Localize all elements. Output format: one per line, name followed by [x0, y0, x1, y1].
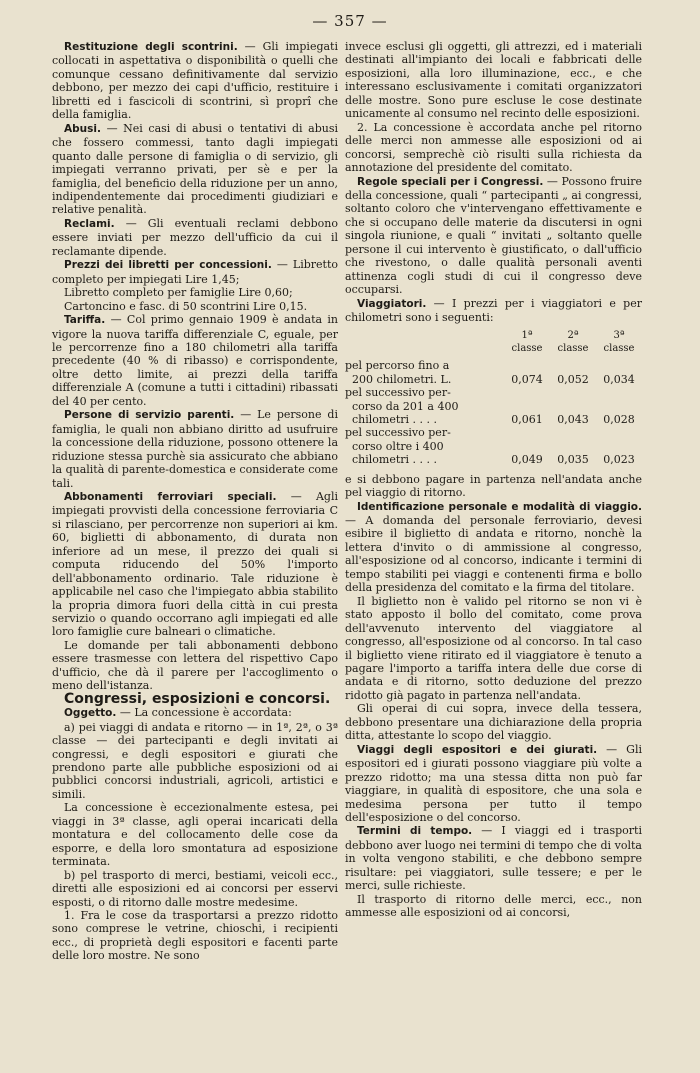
paragraph-esclusi: invece esclusi gli oggetti, gli attrezzi, ed i materiali destinati all'impianto dei locali e fabbricati delle esposizioni, alla loro illuminazione, ecc., e che interessano esclusivamente i comitati organizzatori delle mostre. Sono pure escluse le cose destinate unicamente al consumo nel recinto delle esposizioni.: [345, 40, 642, 121]
paragraph-pagamento: e si debbono pagare in partenza nell'andata anche pel viaggio di ritorno.: [345, 472, 642, 500]
paragraph-persone: [52, 408, 338, 490]
body-prezzi: — Libretto completo per impiegati Lire 1,45;: [52, 258, 339, 286]
fares-cell: 0,061: [511, 413, 543, 427]
paragraph-congressi: [345, 175, 642, 297]
paragraph-operai: La concessione è eccezionalmente estesa, pei viaggi in 3ª classe, agli operai incaricati della montatura e del collocamento delle cose da esporre, e della loro smontatura ad esposizione terminata.: [52, 801, 338, 869]
fares-header-3: 3ª classe: [603, 329, 635, 354]
fares-cell: 0,035: [557, 453, 589, 467]
fares-header-1: 1ª classe: [511, 329, 543, 354]
heading-viaggiatori: Viaggiatori.: [357, 297, 427, 310]
paragraph-tariffa: [52, 313, 338, 408]
body-viaggiatori: — I prezzi per i viaggiatori e per chilometri sono i seguenti:: [345, 296, 642, 325]
body-oggetto: — La concessione è accordata:: [116, 706, 292, 720]
heading-espositori: Viaggi degli espositori e dei giurati.: [357, 743, 598, 756]
paragraph-abusi: [52, 122, 338, 217]
paragraph-viaggiatori: [345, 297, 642, 325]
heading-persone: Persone di servizio parenti.: [64, 409, 235, 422]
price-line-famiglie: Libretto completo per famiglie Lire 0,60;: [64, 286, 293, 300]
fares-cell: 0,034: [603, 372, 635, 386]
paragraph-restituzione: [52, 40, 338, 122]
heading-abusi: Abusi.: [64, 122, 101, 135]
paragraph-oggetto: [52, 706, 338, 720]
fares-cell: 0,028: [603, 413, 635, 427]
body-reclami: — Gli eventuali reclami debbono essere inviati per mezzo dell'ufficio da cui il reclamante dipende.: [52, 216, 338, 258]
fares-row: [345, 359, 642, 386]
paragraph-ritorno-merci: 2. La concessione è accordata anche pel ritorno delle merci non ammesse alle esposizioni od ai concorsi, semprechè ciò risulti sulla richiesta da annotazione del presidente del comitato.: [345, 120, 642, 175]
heading-identificazione: Identificazione personale e modalità di viaggio.: [357, 500, 642, 513]
paragraph-identificazione: [345, 500, 642, 595]
heading-tariffa: Tariffa.: [64, 314, 106, 327]
fares-row: [345, 426, 642, 466]
paragraph-domande: Le domande per tali abbonamenti debbono essere trasmesse con lettera del rispettivo Capo d'ufficio, che dà il parere per l'accoglimento o meno dell'istanza.: [52, 638, 338, 693]
body-abbonamenti: — Agli impiegati provvisti della concessione ferroviaria C si rilasciano, per percorrenze non superiori ai km. 60, biglietti di abbonamento, di durata non inferiore ad un mese, il prezzo dei quali si computa riducendo del 50% l'importo dell'abbonamento ordinario. Tale riduzione è applicabile nel caso che l'impiegato abbia stabilito la propria dimora fuori della città in cui presta servizio o quando occorrano agli impiegati ed alle loro famiglie cure balneari o climatiche.: [52, 489, 338, 639]
fares-row-label: pel percorso fino a 200 chilometri. L.: [345, 359, 452, 386]
paragraph-oggetto-b: b) pel trasporto di merci, bestiami, veicoli ecc., diretti alle esposizioni ed ai concorsi per esservi esposti, o di ritorno dalle mostre medesime.: [52, 868, 338, 909]
fares-table: [345, 329, 642, 467]
paragraph-prezzi: [52, 258, 338, 286]
body-tariffa: — Col primo gennaio 1909 è andata in vigore la nuova tariffa differenziale C, eguale, per le percorrenze fino a 180 chilometri alla tariffa precedente (40 % di ribasso) e corrispondente, oltre detto limite, ai prezzi della tariffa differenziale A (comune a tutti i cittadini) ribassati del 40 per cento.: [52, 313, 338, 408]
body-restituzione: — Gli impiegati collocati in aspettativa o disponibilità o quelli che comunque cessano definitivamente dal servizio debbono, per mezzo dei capi d'ufficio, restituire i libretti ed i fascicoli di scontrini, sì proprî che della famiglia.: [52, 40, 338, 122]
paragraph-reclami: [52, 217, 338, 258]
fares-cell: 0,023: [603, 453, 635, 467]
fares-cell: 0,049: [511, 453, 543, 467]
fares-cell: 0,052: [557, 372, 589, 386]
fares-row: [345, 386, 642, 426]
heading-abbonamenti: Abbonamenti ferroviari speciali.: [64, 490, 277, 503]
heading-restituzione: Restituzione degli scontrini.: [64, 41, 238, 53]
body-congressi: — Possono fruire della concessione, quali “ partecipanti „ ai congressi, soltanto coloro che v'intervengano effettivamente e che si occupano delle materie da discutersi in ogni singola riunione, e quali “ invitati „ soltanto quelle persone il cui intervento è giustificato, o dall'ufficio che rivestono, o dalle qualità personali aventi attinenza cogli studi di cui il congresso deve occuparsi.: [345, 174, 642, 297]
fares-header-2: 2ª classe: [557, 329, 589, 354]
right-column: [345, 40, 642, 920]
heading-termini: Termini di tempo.: [357, 825, 473, 838]
fares-row-label: pel successivo per- corso oltre i 400 chilometri . . . .: [345, 426, 451, 467]
fares-cell: 0,074: [511, 372, 543, 386]
paragraph-espositori: [345, 743, 642, 825]
paragraph-termini: [345, 824, 642, 892]
body-identificazione: — A domanda del personale ferroviario, devesi esibire il biglietto di andata e ritorno, nonchè la lettera d'invito o di ammissione al congresso, all'esposizione od al concorso, indicante i termini di tempo stabiliti pei viaggi e contenenti firma e bollo della presidenza del comitato e la firma del titolare.: [345, 514, 642, 595]
paragraph-biglietto: Il biglietto non è valido pel ritorno se non vi è stato apposto il bollo del comitato, come prova dell'avvenuto intervento del viaggiatore al congresso, all'esposizione od al concorso. In tal caso il biglietto viene ritirato ed il viaggiatore è tenuto a pagare l'importo a tariffa intera delle due corse di andata e di ritorno, sotto deduzione del prezzo ridotto già pagato in partenza nell'andata.: [345, 594, 642, 702]
left-column: [52, 40, 338, 963]
body-espositori: — Gli espositori ed i giurati possono viaggiare più volte a prezzo ridotto; ma una stessa ditta non può far viaggiare, in qualità di espositore, che una sola e medesima persona per tutto il tempo dell'esposizione o del concorso.: [345, 742, 642, 824]
fares-cell: 0,043: [557, 413, 589, 427]
fares-row-label: pel successivo per- corso da 201 a 400 chilometri . . . .: [345, 386, 459, 427]
paragraph-oggetto-a: a) pei viaggi di andata e ritorno — in 1ª, 2ª, o 3ª classe — dei partecipanti e degli invitati ai congressi, e degli espositori e giurati che prendono parte alle pubbliche esposizioni od ai pubblici concorsi industriali, agricoli, artistici e simili.: [52, 720, 338, 801]
heading-reclami: Reclami.: [64, 217, 115, 230]
heading-oggetto: Oggetto.: [64, 707, 117, 720]
body-termini: — I viaggi ed i trasporti debbono aver luogo nei termini di tempo che di volta in volta vengono stabiliti, e che debbono sempre risultare: pei viaggiatori, sulle tessere; e per le merci, sulle richieste.: [345, 824, 642, 893]
price-line-cartoncino: Cartoncino e fasc. di 50 scontrini Lire 0,15.: [64, 299, 308, 313]
body-abusi: — Nei casi di abusi o tentativi di abusi che fossero commessi, tanto dagli impiegati quanto dalle persone di famiglia o di servizio, gli impiegati verranno privati, per sè e per la famiglia, del beneficio della riduzione per un anno, indipendentemente dai procedimenti giudiziari e relative penalità.: [52, 121, 338, 217]
paragraph-abbonamenti: [52, 490, 338, 639]
paragraph-cose: 1. Fra le cose da trasportarsi a prezzo ridotto sono comprese le vetrine, chioschi, i recipienti ecc., di proprietà degli espositori e facenti parte delle loro mostre. Ne sono: [52, 909, 338, 963]
heading-prezzi: Prezzi dei libretti per concessioni.: [64, 259, 272, 272]
heading-congressi: Regole speciali per i Congressi.: [357, 175, 544, 188]
fares-header-row: [345, 329, 642, 360]
body-persone: — Le persone di famiglia, le quali non abbiano diritto ad usufruire la concessione della riduzione, possono ottenere la riduzione stessa purchè sia assicurato che abbiano la qualità di parente-domestica e considerate come tali.: [52, 408, 338, 490]
paragraph-trasporto-ritorno: Il trasporto di ritorno delle merci, ecc., non ammesse alle esposizioni od ai concorsi,: [345, 892, 642, 920]
paragraph-operai-tessera: Gli operai di cui sopra, invece della tessera, debbono presentare una dichiarazione della propria ditta, attestante lo scopo del viaggio.: [345, 702, 642, 743]
section-title: Congressi, esposizioni e concorsi.: [64, 690, 331, 707]
page-number: — 357 —: [312, 12, 388, 30]
